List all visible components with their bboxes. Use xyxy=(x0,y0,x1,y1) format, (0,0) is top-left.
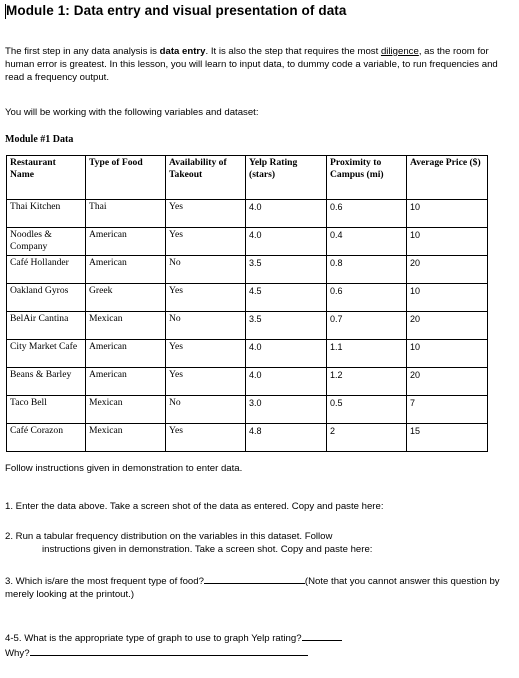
cell-price: 10 xyxy=(407,228,488,256)
cell-yelp-rating: 4.0 xyxy=(246,200,327,228)
cell-takeout: Yes xyxy=(166,284,246,312)
cell-restaurant: Oakland Gyros xyxy=(7,284,86,312)
cell-food-type: Greek xyxy=(86,284,166,312)
answer-blank-why[interactable] xyxy=(30,645,308,656)
cell-restaurant: Taco Bell xyxy=(7,396,86,424)
intro-text: The first step in any data analysis is xyxy=(5,46,160,57)
cell-proximity: 2 xyxy=(327,424,407,452)
question-4-5-why: Why? xyxy=(5,648,30,659)
question-4-5-text: 4-5. What is the appropriate type of graph to use to graph Yelp rating? xyxy=(5,633,302,644)
cell-proximity: 0.4 xyxy=(327,228,407,256)
cell-takeout: Yes xyxy=(166,200,246,228)
cell-restaurant: Café Corazon xyxy=(7,424,86,452)
restaurant-data-table xyxy=(6,155,488,452)
cell-food-type: Thai xyxy=(86,200,166,228)
table-row xyxy=(7,340,488,368)
table-row xyxy=(7,424,488,452)
cell-restaurant: Café Hollander xyxy=(7,256,86,284)
cell-takeout: No xyxy=(166,256,246,284)
table-row xyxy=(7,284,488,312)
cell-food-type: American xyxy=(86,368,166,396)
cell-takeout: No xyxy=(166,312,246,340)
cell-yelp-rating: 4.0 xyxy=(246,340,327,368)
cell-takeout: Yes xyxy=(166,340,246,368)
cell-restaurant: BelAir Cantina xyxy=(7,312,86,340)
question-3-note: (Note that you cannot answer this question by merely looking at the printout.) xyxy=(5,576,500,600)
cell-price: 10 xyxy=(407,200,488,228)
table-row xyxy=(7,228,488,256)
dataset-intro-line: You will be working with the following variables and dataset: xyxy=(5,107,259,118)
question-2-line-2: instructions given in demonstration. Take a screen shot. Copy and paste here: xyxy=(42,544,373,555)
cell-food-type: American xyxy=(86,228,166,256)
table-header-row xyxy=(7,156,488,200)
cell-restaurant: Thai Kitchen xyxy=(7,200,86,228)
answer-blank-graph-type[interactable] xyxy=(302,630,342,641)
table-row xyxy=(7,256,488,284)
intro-text: . It is also the step that requires the most xyxy=(205,46,381,57)
cell-takeout: Yes xyxy=(166,228,246,256)
cell-yelp-rating: 4.0 xyxy=(246,228,327,256)
cell-price: 20 xyxy=(407,256,488,284)
cell-yelp-rating: 3.0 xyxy=(246,396,327,424)
cell-proximity: 0.5 xyxy=(327,396,407,424)
question-2 xyxy=(5,530,510,556)
cell-proximity: 0.8 xyxy=(327,256,407,284)
cell-food-type: American xyxy=(86,256,166,284)
header-type-of-food: Type of Food xyxy=(86,156,166,200)
cell-price: 10 xyxy=(407,340,488,368)
intro-text: , as the room for human error is greatest. In this lesson, you will learn to input data, to dummy code a variable, to run frequencies and read a frequency output. xyxy=(5,46,498,83)
cell-proximity: 0.6 xyxy=(327,200,407,228)
cell-food-type: Mexican xyxy=(86,312,166,340)
cell-price: 10 xyxy=(407,284,488,312)
cell-food-type: Mexican xyxy=(86,424,166,452)
cell-restaurant: Beans & Barley xyxy=(7,368,86,396)
cell-price: 20 xyxy=(407,368,488,396)
data-section-heading: Module #1 Data xyxy=(5,134,74,145)
cell-takeout: No xyxy=(166,396,246,424)
page-title: Module 1: Data entry and visual presentation of data xyxy=(6,3,347,18)
cell-restaurant: City Market Cafe xyxy=(7,340,86,368)
cell-restaurant: Noodles & Company xyxy=(7,228,86,256)
cell-yelp-rating: 3.5 xyxy=(246,312,327,340)
header-availability-of-takeout: Availability of Takeout xyxy=(166,156,246,200)
table-row xyxy=(7,368,488,396)
intro-bold-text: data entry xyxy=(159,46,206,57)
question-3 xyxy=(5,573,510,601)
header-average-price: Average Price ($) xyxy=(407,156,488,200)
intro-underlined-text: diligence xyxy=(380,46,419,57)
table-row xyxy=(7,200,488,228)
header-proximity-to-campus: Proximity to Campus (mi) xyxy=(327,156,407,200)
question-3-text: 3. Which is/are the most frequent type of food? xyxy=(5,576,204,587)
cell-food-type: Mexican xyxy=(86,396,166,424)
cell-yelp-rating: 4.0 xyxy=(246,368,327,396)
cell-price: 15 xyxy=(407,424,488,452)
cell-yelp-rating: 4.5 xyxy=(246,284,327,312)
cell-food-type: American xyxy=(86,340,166,368)
cell-proximity: 0.6 xyxy=(327,284,407,312)
intro-paragraph xyxy=(5,45,513,84)
question-1: 1. Enter the data above. Take a screen shot of the data as entered. Copy and paste here: xyxy=(5,501,384,512)
follow-instructions-text: Follow instructions given in demonstration to enter data. xyxy=(5,463,243,474)
cell-proximity: 1.2 xyxy=(327,368,407,396)
cell-yelp-rating: 3.5 xyxy=(246,256,327,284)
header-restaurant-name: Restaurant Name xyxy=(7,156,86,200)
table-row xyxy=(7,396,488,424)
header-yelp-rating: Yelp Rating (stars) xyxy=(246,156,327,200)
cell-takeout: Yes xyxy=(166,368,246,396)
cell-price: 20 xyxy=(407,312,488,340)
table-row xyxy=(7,312,488,340)
cell-price: 7 xyxy=(407,396,488,424)
answer-blank-q3[interactable] xyxy=(204,573,305,584)
cell-proximity: 1.1 xyxy=(327,340,407,368)
cell-yelp-rating: 4.8 xyxy=(246,424,327,452)
question-2-line-1: 2. Run a tabular frequency distribution on the variables in this dataset. Follow xyxy=(5,531,333,542)
question-4-5 xyxy=(5,630,510,660)
cell-takeout: Yes xyxy=(166,424,246,452)
cell-proximity: 0.7 xyxy=(327,312,407,340)
